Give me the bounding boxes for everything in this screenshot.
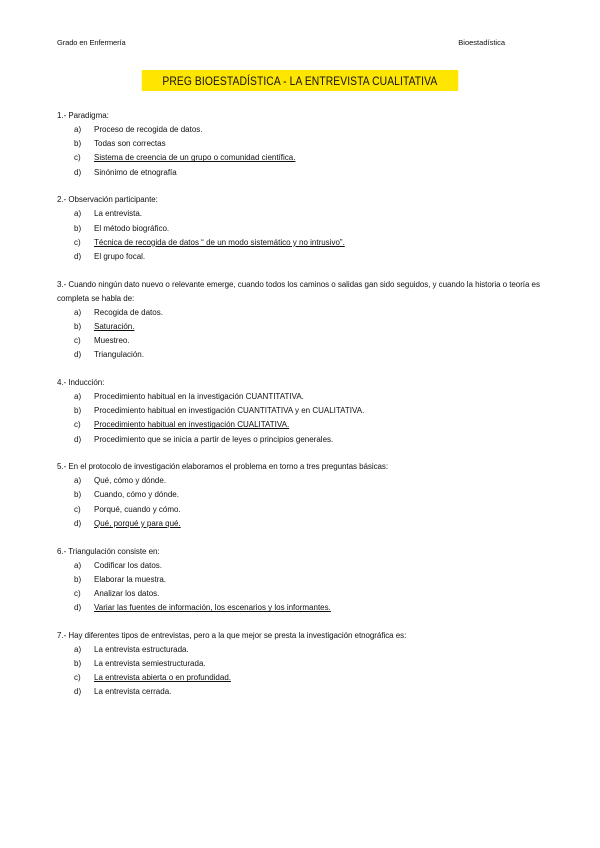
option-letter: c) [74, 237, 81, 247]
option-item [57, 685, 542, 699]
option-text: Recogida de datos. [94, 307, 163, 317]
option-letter: a) [74, 560, 82, 570]
option-item [57, 306, 542, 320]
question-block [57, 193, 542, 264]
option-item [57, 573, 542, 587]
question-block [57, 376, 542, 447]
option-list [57, 643, 542, 700]
option-item [57, 166, 542, 180]
option-item [57, 517, 542, 531]
option-item [57, 587, 542, 601]
option-list [57, 474, 542, 531]
option-text: El grupo focal. [94, 251, 146, 261]
option-letter: d) [74, 251, 82, 261]
option-letter: d) [74, 518, 82, 528]
option-item [57, 207, 542, 221]
option-text: Triangulación. [94, 350, 144, 360]
option-letter: b) [74, 139, 82, 149]
option-letter: b) [74, 490, 82, 500]
option-item [57, 123, 542, 137]
option-item [57, 671, 542, 685]
question-text: 5.- En el protocolo de investigación elaboramos el problema en torno a tres preguntas básicas: [57, 462, 389, 472]
question-block [57, 109, 542, 180]
header-left: Grado en Enfermería [57, 38, 126, 47]
document-title: PREG BIOESTADÍSTICA - LA ENTREVISTA CUALITATIVA [142, 70, 458, 91]
option-letter: c) [74, 420, 81, 430]
option-item [57, 390, 542, 404]
option-text: Procedimiento que se inicia a partir de leyes o principios generales. [94, 434, 334, 444]
option-letter: b) [74, 406, 82, 416]
option-item [57, 222, 542, 236]
question-text: 1.- Paradigma: [57, 111, 109, 120]
option-text-correct: Variar las fuentes de información, los escenarios y los informantes. [94, 603, 331, 613]
option-text: Procedimiento habitual en investigación CUANTITATIVA y en CUALITATIVA. [94, 406, 365, 416]
option-letter: c) [74, 504, 81, 514]
option-text: Porqué, cuando y cómo. [94, 504, 181, 514]
option-item [57, 137, 542, 151]
option-letter: a) [74, 644, 82, 654]
option-letter: b) [74, 223, 82, 233]
option-text: Todas son correctas [94, 139, 166, 149]
title-wrapper [0, 70, 600, 91]
option-item [57, 250, 542, 264]
question-text: 7.- Hay diferentes tipos de entrevistas, pero a la que mejor se presta la investigación etnográfica es: [57, 630, 407, 640]
option-item [57, 503, 542, 517]
option-item [57, 320, 542, 334]
question-text: 3.- Cuando ningún dato nuevo o relevante emerge, cuando todos los caminos o salidas gan sido seguidos, y cuando la historia o teoría es completa se habla de: [57, 279, 540, 303]
option-text: La entrevista cerrada. [94, 687, 172, 697]
option-letter: b) [74, 574, 82, 584]
question-text: 4.- Inducción: [57, 377, 105, 387]
option-letter: d) [74, 603, 82, 613]
header-right: Bioestadística [458, 38, 505, 47]
option-item [57, 559, 542, 573]
option-letter: d) [74, 167, 82, 177]
option-text: La entrevista estructurada. [94, 644, 189, 654]
option-list [57, 559, 542, 616]
option-text: Sinónimo de etnografía [94, 167, 177, 177]
option-item [57, 488, 542, 502]
option-text-correct: Sistema de creencia de un grupo o comunidad científica. [94, 153, 296, 163]
option-letter: a) [74, 391, 82, 401]
option-item [57, 433, 542, 447]
question-block [57, 545, 542, 616]
option-letter: d) [74, 350, 82, 360]
option-letter: b) [74, 659, 82, 669]
option-item [57, 334, 542, 348]
option-text: La entrevista. [94, 209, 143, 219]
option-text: Qué, cómo y dónde. [94, 476, 167, 486]
option-item [57, 657, 542, 671]
option-text: El método biográfico. [94, 223, 170, 233]
question-list [57, 109, 542, 713]
option-letter: a) [74, 125, 82, 134]
question-text: 6.- Triangulación consiste en: [57, 546, 160, 556]
option-list [57, 207, 542, 264]
option-letter: a) [74, 307, 82, 317]
option-text: Cuando, cómo y dónde. [94, 490, 179, 500]
option-list [57, 123, 542, 180]
question-block [57, 629, 542, 700]
question-block [57, 460, 542, 531]
option-item [57, 643, 542, 657]
option-text: La entrevista semiestructurada. [94, 659, 206, 669]
option-letter: c) [74, 336, 81, 346]
option-text-correct: Técnica de recogida de datos “ de un modo sistemático y no intrusivo”. [94, 237, 345, 247]
option-text: Muestreo. [94, 336, 130, 346]
option-list [57, 306, 542, 363]
option-text-correct: Saturación. [94, 321, 135, 331]
option-text-correct: Procedimiento habitual en investigación CUALITATIVA. [94, 420, 290, 430]
option-letter: c) [74, 588, 81, 598]
option-letter: d) [74, 434, 82, 444]
option-letter: a) [74, 476, 82, 486]
option-item [57, 418, 542, 432]
option-item [57, 474, 542, 488]
option-letter: a) [74, 209, 82, 219]
option-list [57, 390, 542, 447]
option-text: Codificar los datos. [94, 560, 163, 570]
option-item [57, 236, 542, 250]
option-item [57, 404, 542, 418]
option-letter: b) [74, 321, 82, 331]
option-text: Elaborar la muestra. [94, 574, 167, 584]
option-letter: c) [74, 153, 81, 163]
option-item [57, 348, 542, 362]
option-text: Analizar los datos. [94, 588, 160, 598]
option-item [57, 601, 542, 615]
option-text-correct: Qué, porqué y para qué. [94, 518, 181, 528]
option-letter: d) [74, 687, 82, 697]
option-item [57, 151, 542, 165]
option-text-correct: La entrevista abierta o en profundidad. [94, 673, 231, 683]
question-text: 2.- Observación participante: [57, 195, 158, 205]
option-text: Proceso de recogida de datos. [94, 125, 203, 134]
option-letter: c) [74, 673, 81, 683]
question-block [57, 278, 542, 363]
option-text: Procedimiento habitual en la investigación CUANTITATIVA. [94, 391, 304, 401]
